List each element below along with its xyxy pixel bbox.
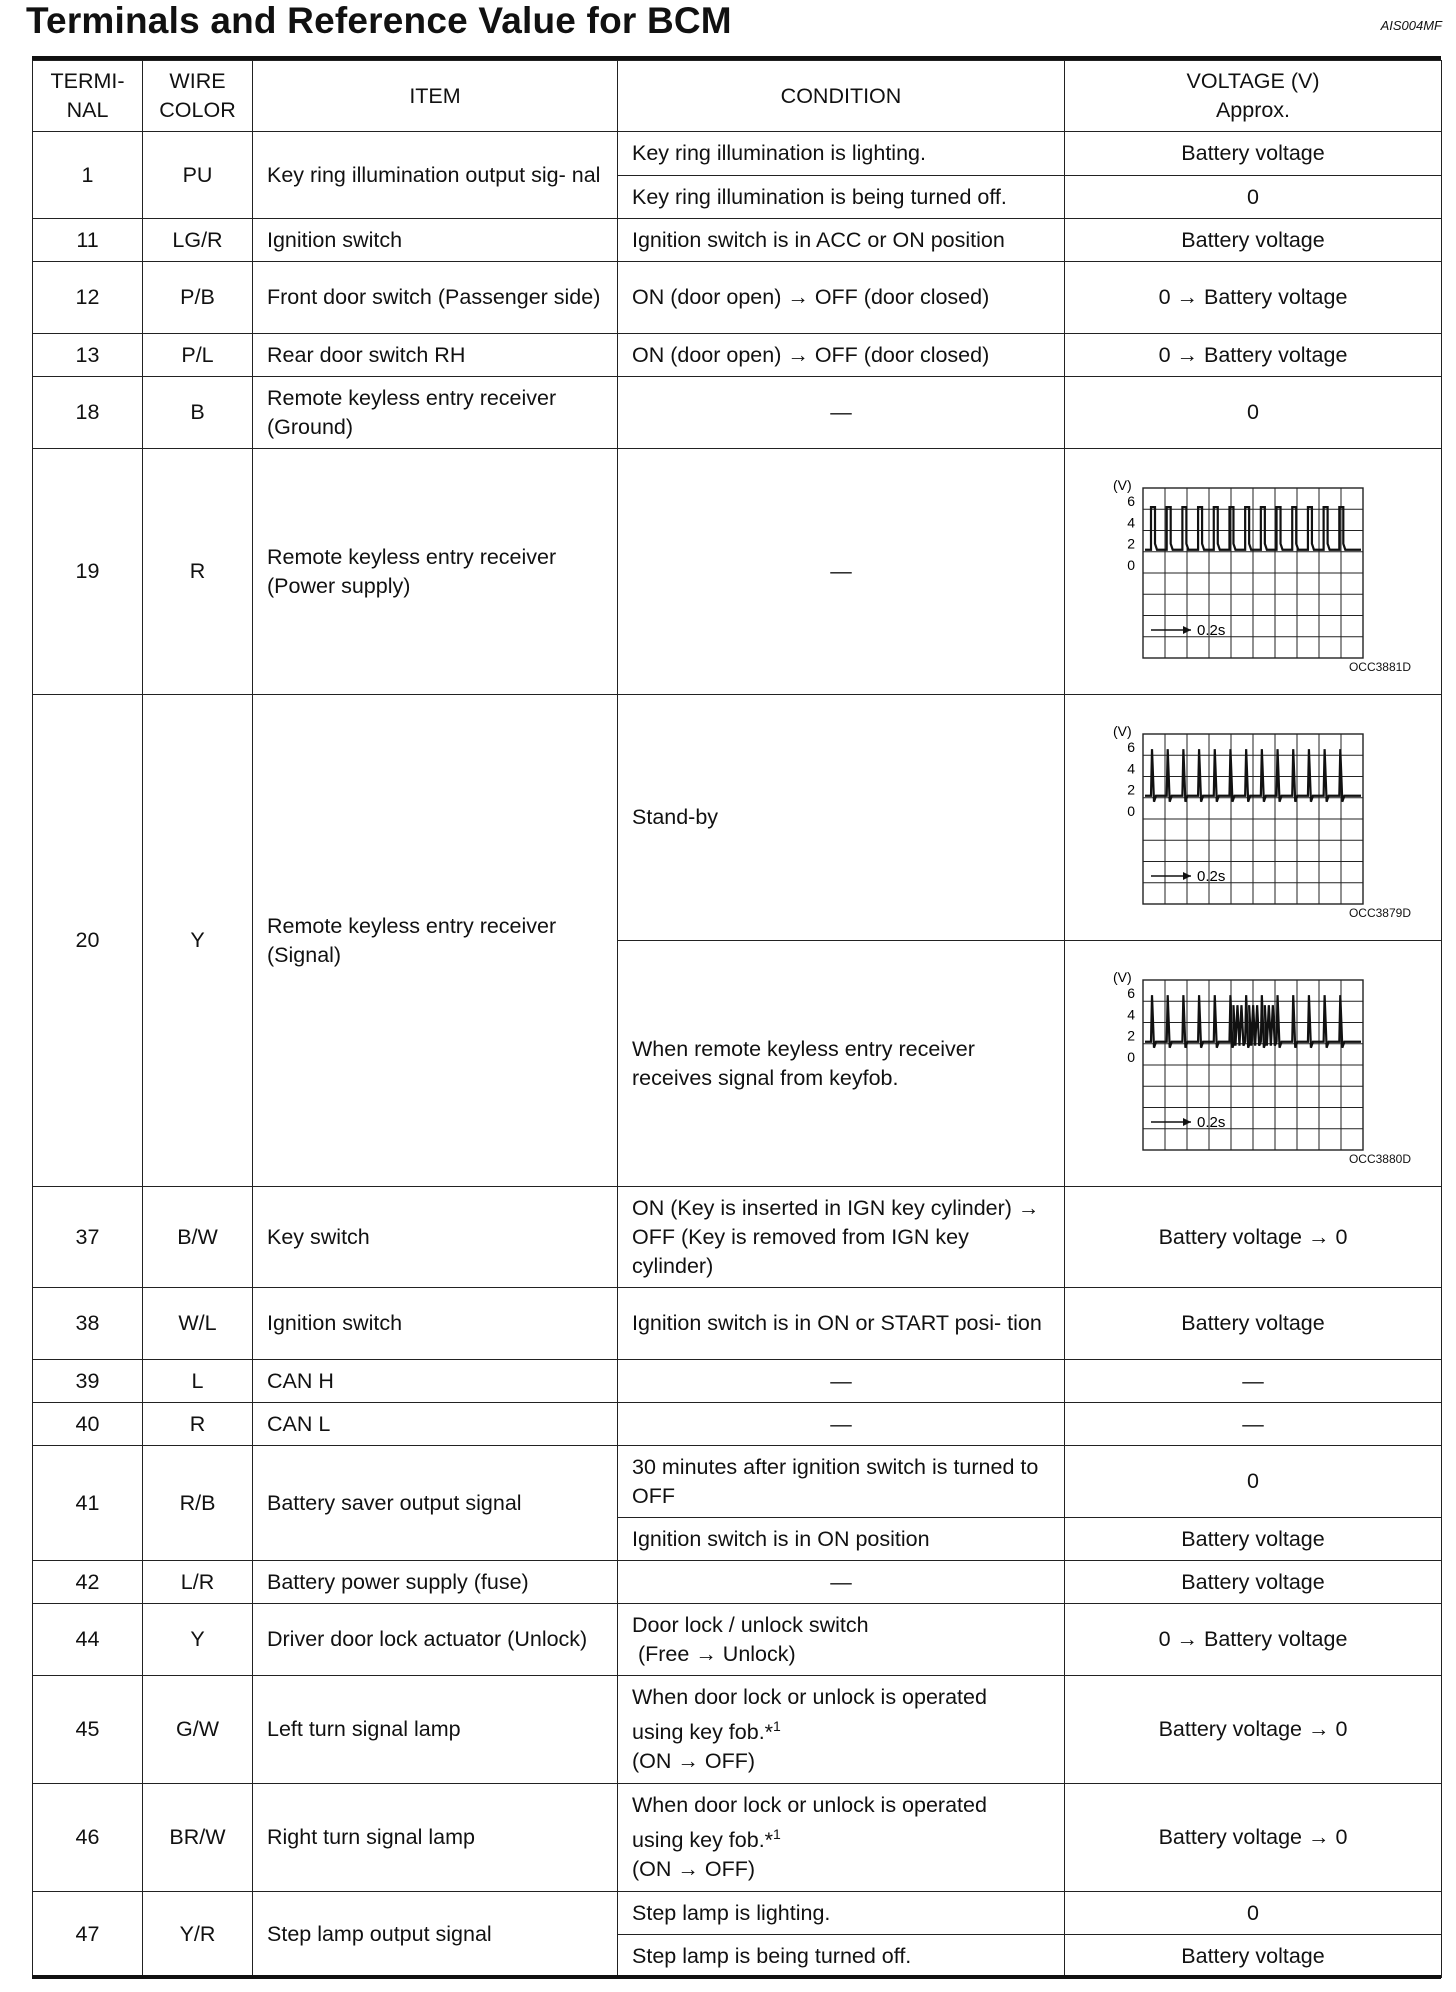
condition-cell: ON (Key is inserted in IGN key cylinder) → OFF (Key is removed from IGN key cylinder) [618,1187,1065,1288]
voltage-cell [1065,695,1442,941]
condition-cell: — [618,1360,1065,1403]
condition-cell: ON (door open) → OFF (door closed) [618,262,1065,334]
page-title: Terminals and Reference Value for BCM [26,0,732,41]
condition-cell: — [618,377,1065,449]
condition-cell: When remote keyless entry receiver receives signal from keyfob. [618,941,1065,1187]
waveform-receiving [1079,962,1427,1166]
voltage-cell: Battery voltage → 0 [1065,1187,1442,1288]
header-voltage: VOLTAGE (V) Approx. [1065,61,1442,132]
voltage-cell: 0 [1065,1892,1442,1935]
table-row [33,1561,1442,1604]
condition-cell: Ignition switch is in ACC or ON position [618,219,1065,262]
voltage-cell: Battery voltage [1065,1561,1442,1604]
condition-cell: — [618,1561,1065,1604]
voltage-cell: Battery voltage → 0 [1065,1784,1442,1892]
y-tick-label: 2 [1127,535,1135,551]
terminal-cell: 45 [33,1676,143,1784]
figure-code: OCC3879D [1348,905,1411,920]
document-code: AIS004MF [1380,18,1442,33]
item-cell: CAN H [253,1360,618,1403]
item-cell: Ignition switch [253,1288,618,1360]
table-row [33,1446,1442,1518]
waveform-chart [1103,962,1403,1152]
voltage-cell: Battery voltage [1065,1935,1442,1978]
table-row [33,1360,1442,1403]
wire-cell: G/W [143,1676,253,1784]
condition-cell: ON (door open) → OFF (door closed) [618,334,1065,377]
y-tick-label: 4 [1127,759,1135,776]
item-cell: Left turn signal lamp [253,1676,618,1784]
y-tick-label: 2 [1127,1027,1135,1043]
y-tick-label: 6 [1127,984,1135,1001]
condition-cell: Step lamp is being turned off. [618,1935,1065,1978]
item-cell: CAN L [253,1403,618,1446]
item-cell: Battery saver output signal [253,1446,618,1561]
terminal-table [32,60,1442,1978]
y-tick-label: 0 [1127,1048,1135,1065]
terminal-cell: 42 [33,1561,143,1604]
y-tick-label: 2 [1127,781,1135,797]
y-tick-label: 0 [1127,802,1135,819]
table-row [33,219,1442,262]
voltage-cell [1065,449,1442,695]
header-wire-color: WIRE COLOR [143,61,253,132]
table-row [33,1892,1442,1935]
item-cell: Key switch [253,1187,618,1288]
terminal-cell: 12 [33,262,143,334]
table-row [33,1187,1442,1288]
terminal-cell: 20 [33,695,143,1187]
waveform-chart [1103,716,1403,906]
y-tick-label: 4 [1127,1005,1135,1022]
condition-cell: — [618,449,1065,695]
item-cell: Key ring illumination output sig- nal [253,132,618,219]
terminal-cell: 1 [33,132,143,219]
table-row [33,1604,1442,1676]
voltage-cell: — [1065,1403,1442,1446]
header-condition: CONDITION [618,61,1065,132]
item-cell: Step lamp output signal [253,1892,618,1978]
table-row [33,132,1442,176]
item-cell: Remote keyless entry receiver (Ground) [253,377,618,449]
item-cell: Rear door switch RH [253,334,618,377]
terminal-cell: 40 [33,1403,143,1446]
table-row [33,262,1442,334]
figure-code: OCC3881D [1348,659,1411,674]
wire-cell: PU [143,132,253,219]
voltage-cell: 0 → Battery voltage [1065,262,1442,334]
y-tick-label: 6 [1127,738,1135,755]
voltage-cell: Battery voltage [1065,1518,1442,1561]
table-row [33,1676,1442,1784]
item-cell: Remote keyless entry receiver (Power supply) [253,449,618,695]
voltage-cell: Battery voltage → 0 [1065,1676,1442,1784]
unit-label: (V) [1113,722,1132,739]
wire-cell: Y [143,1604,253,1676]
figure-code: OCC3880D [1348,1151,1411,1166]
wire-cell: P/L [143,334,253,377]
y-tick-label: 4 [1127,513,1135,530]
wire-cell: Y/R [143,1892,253,1978]
voltage-cell: Battery voltage [1065,219,1442,262]
table-row [33,1288,1442,1360]
terminal-cell: 46 [33,1784,143,1892]
table-row [33,1784,1442,1892]
wire-cell: B [143,377,253,449]
voltage-cell [1065,941,1442,1187]
terminal-cell: 19 [33,449,143,695]
wire-cell: W/L [143,1288,253,1360]
condition-cell: Door lock / unlock switch (Free → Unlock) [618,1604,1065,1676]
terminal-cell: 41 [33,1446,143,1561]
terminal-cell: 37 [33,1187,143,1288]
y-tick-label: 0 [1127,556,1135,573]
header-item: ITEM [253,61,618,132]
table-row [33,334,1442,377]
y-tick-label: 6 [1127,492,1135,509]
wire-cell: P/B [143,262,253,334]
table-row [33,449,1442,695]
wire-cell: R [143,1403,253,1446]
terminal-cell: 18 [33,377,143,449]
terminal-cell: 11 [33,219,143,262]
terminal-cell: 13 [33,334,143,377]
wire-cell: Y [143,695,253,1187]
voltage-cell: — [1065,1360,1442,1403]
terminal-cell: 38 [33,1288,143,1360]
condition-cell: Key ring illumination is lighting. [618,132,1065,176]
voltage-cell: 0 [1065,377,1442,449]
waveform-chart [1103,470,1403,660]
wire-cell: B/W [143,1187,253,1288]
voltage-cell: 0 [1065,1446,1442,1518]
terminal-cell: 47 [33,1892,143,1978]
wire-cell: R/B [143,1446,253,1561]
condition-cell: — [618,1403,1065,1446]
terminal-cell: 39 [33,1360,143,1403]
condition-cell: 30 minutes after ignition switch is turned to OFF [618,1446,1065,1518]
waveform-power-supply [1079,470,1427,674]
bottom-rule [32,1975,1441,1979]
table-row [33,1403,1442,1446]
wire-cell: BR/W [143,1784,253,1892]
item-cell: Front door switch (Passenger side) [253,262,618,334]
voltage-cell: Battery voltage [1065,1288,1442,1360]
wire-cell: L [143,1360,253,1403]
table-row [33,695,1442,941]
item-cell: Driver door lock actuator (Unlock) [253,1604,618,1676]
unit-label: (V) [1113,968,1132,985]
wire-cell: R [143,449,253,695]
time-scale-label: 0.2s [1197,621,1226,639]
table-row [33,377,1442,449]
condition-cell: Key ring illumination is being turned off. [618,176,1065,219]
time-scale-label: 0.2s [1197,867,1226,885]
time-scale-label: 0.2s [1197,1113,1226,1131]
terminal-cell: 44 [33,1604,143,1676]
item-cell: Remote keyless entry receiver (Signal) [253,695,618,1187]
item-cell: Ignition switch [253,219,618,262]
condition-cell: Stand-by [618,695,1065,941]
condition-cell: When door lock or unlock is operated using key fob.*$^1$ (ON → OFF) [618,1676,1065,1784]
voltage-cell: 0 [1065,176,1442,219]
condition-cell: When door lock or unlock is operated using key fob.*$^1$ (ON → OFF) [618,1784,1065,1892]
wire-cell: LG/R [143,219,253,262]
unit-label: (V) [1113,476,1132,493]
waveform-standby [1079,716,1427,920]
item-cell: Right turn signal lamp [253,1784,618,1892]
condition-cell: Ignition switch is in ON position [618,1518,1065,1561]
voltage-cell: Battery voltage [1065,132,1442,176]
condition-cell: Ignition switch is in ON or START posi- tion [618,1288,1065,1360]
wire-cell: L/R [143,1561,253,1604]
condition-cell: Step lamp is lighting. [618,1892,1065,1935]
voltage-cell: 0 → Battery voltage [1065,1604,1442,1676]
voltage-cell: 0 → Battery voltage [1065,334,1442,377]
header-terminal: TERMI- NAL [33,61,143,132]
header-row [33,61,1442,132]
item-cell: Battery power supply (fuse) [253,1561,618,1604]
